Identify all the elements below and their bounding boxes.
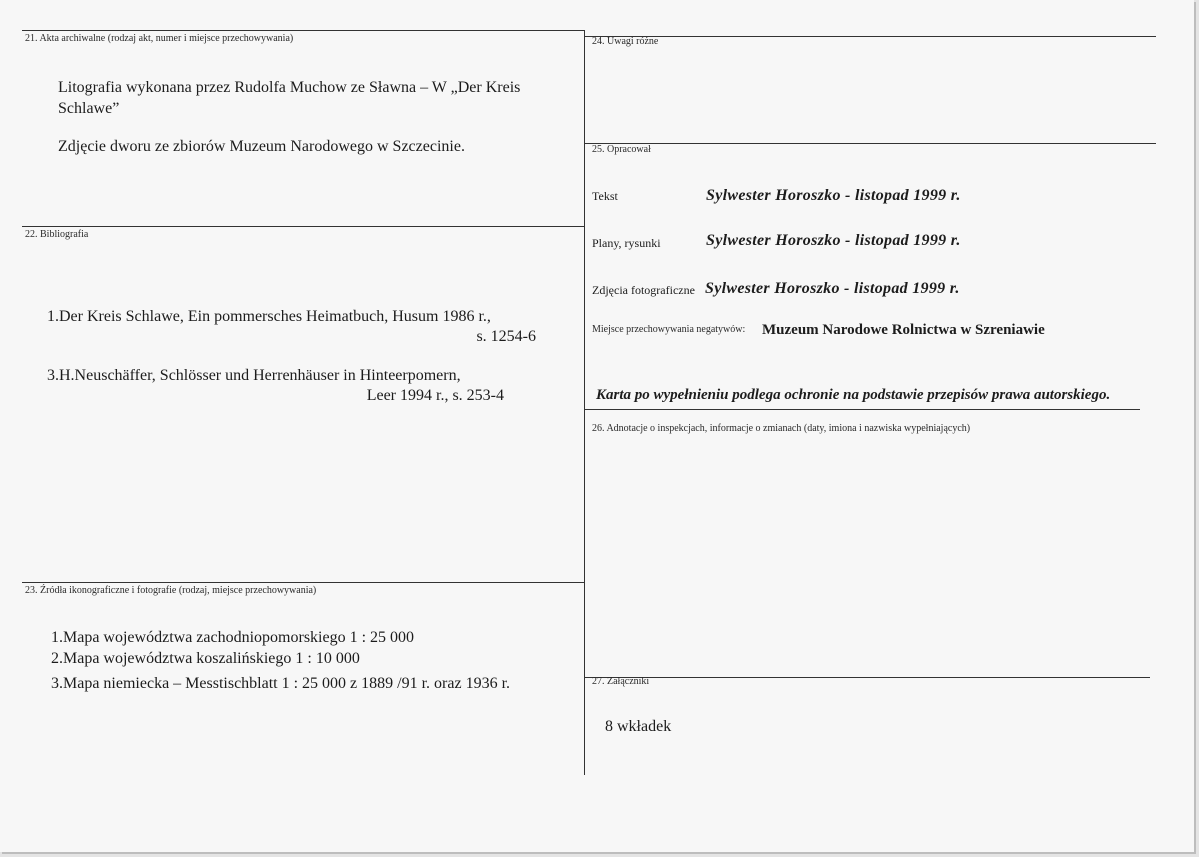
plany-author: Sylwester Horoszko - listopad 1999 r. [706, 232, 961, 249]
rule-sec25-top [584, 143, 1156, 144]
copyright-notice: Karta po wypełnieniu podlega ochronie na podstawie przepisów prawa autorskiego. [596, 387, 1111, 403]
plany-label: Plany, rysunki [592, 236, 661, 250]
rule-sec23-top [22, 582, 584, 583]
sec21-line1: Litografia wykonana przez Rudolfa Muchow ze Sławna – W „Der Kreis Schlawe” [58, 79, 521, 117]
sec21-label: 21. Akta archiwalne (rodzaj akt, numer i miejsce przechowywania) [25, 33, 294, 44]
rule-sec26-top [584, 409, 1140, 410]
iconography-item-1: 1.Mapa województwa zachodniopomorskiego 1 : 25 000 [51, 629, 415, 646]
bibliography-item-1: 1.Der Kreis Schlawe, Ein pommersches Heimatbuch, Husum 1986 r., [47, 308, 491, 325]
sec25-label: 25. Opracował [592, 144, 651, 155]
sec22-label: 22. Bibliografia [25, 229, 89, 240]
bibliography-item-2-pages: Leer 1994 r., s. 253-4 [366, 387, 504, 404]
tekst-author: Sylwester Horoszko - listopad 1999 r. [706, 187, 961, 204]
zdjecia-label: Zdjęcia fotograficzne [592, 283, 695, 297]
sec24-label: 24. Uwagi różne [592, 36, 659, 47]
sec23-label: 23. Źródła ikonograficzne i fotografie (rodzaj, miejsce przechowywania) [25, 585, 317, 596]
sec26-label: 26. Adnotacje o inspekcjach, informacje o zmianach (daty, imiona i nazwiska wypełniających) [592, 423, 971, 434]
rule-top-left [22, 30, 584, 31]
rule-sec22-top [22, 226, 584, 227]
iconography-item-3: 3.Mapa niemiecka – Messtischblatt 1 : 25 000 z 1889 /91 r. oraz 1936 r. [51, 675, 511, 692]
iconography-item-2: 2.Mapa województwa koszalińskiego 1 : 10 000 [51, 650, 360, 667]
negatywy-location: Muzeum Narodowe Rolnictwa w Szreniawie [762, 322, 1045, 338]
rule-center-divider [584, 30, 585, 775]
negatywy-label: Miejsce przechowywania negatywów: [592, 324, 746, 335]
rule-sec27-top [584, 677, 1150, 678]
bibliography-item-2: 3.H.Neuschäffer, Schlösser und Herrenhäuser in Hinteerpomern, [47, 367, 461, 384]
rule-top-right [584, 36, 1156, 37]
attachments-count: 8 wkładek [605, 718, 672, 735]
zdjecia-author: Sylwester Horoszko - listopad 1999 r. [705, 280, 960, 297]
sec21-line2: Zdjęcie dworu ze zbiorów Muzeum Narodowego w Szczecinie. [58, 138, 465, 155]
sec27-label: 27. Załączniki [592, 676, 650, 687]
bibliography-item-1-pages: s. 1254-6 [476, 328, 536, 345]
tekst-label: Tekst [592, 189, 618, 203]
